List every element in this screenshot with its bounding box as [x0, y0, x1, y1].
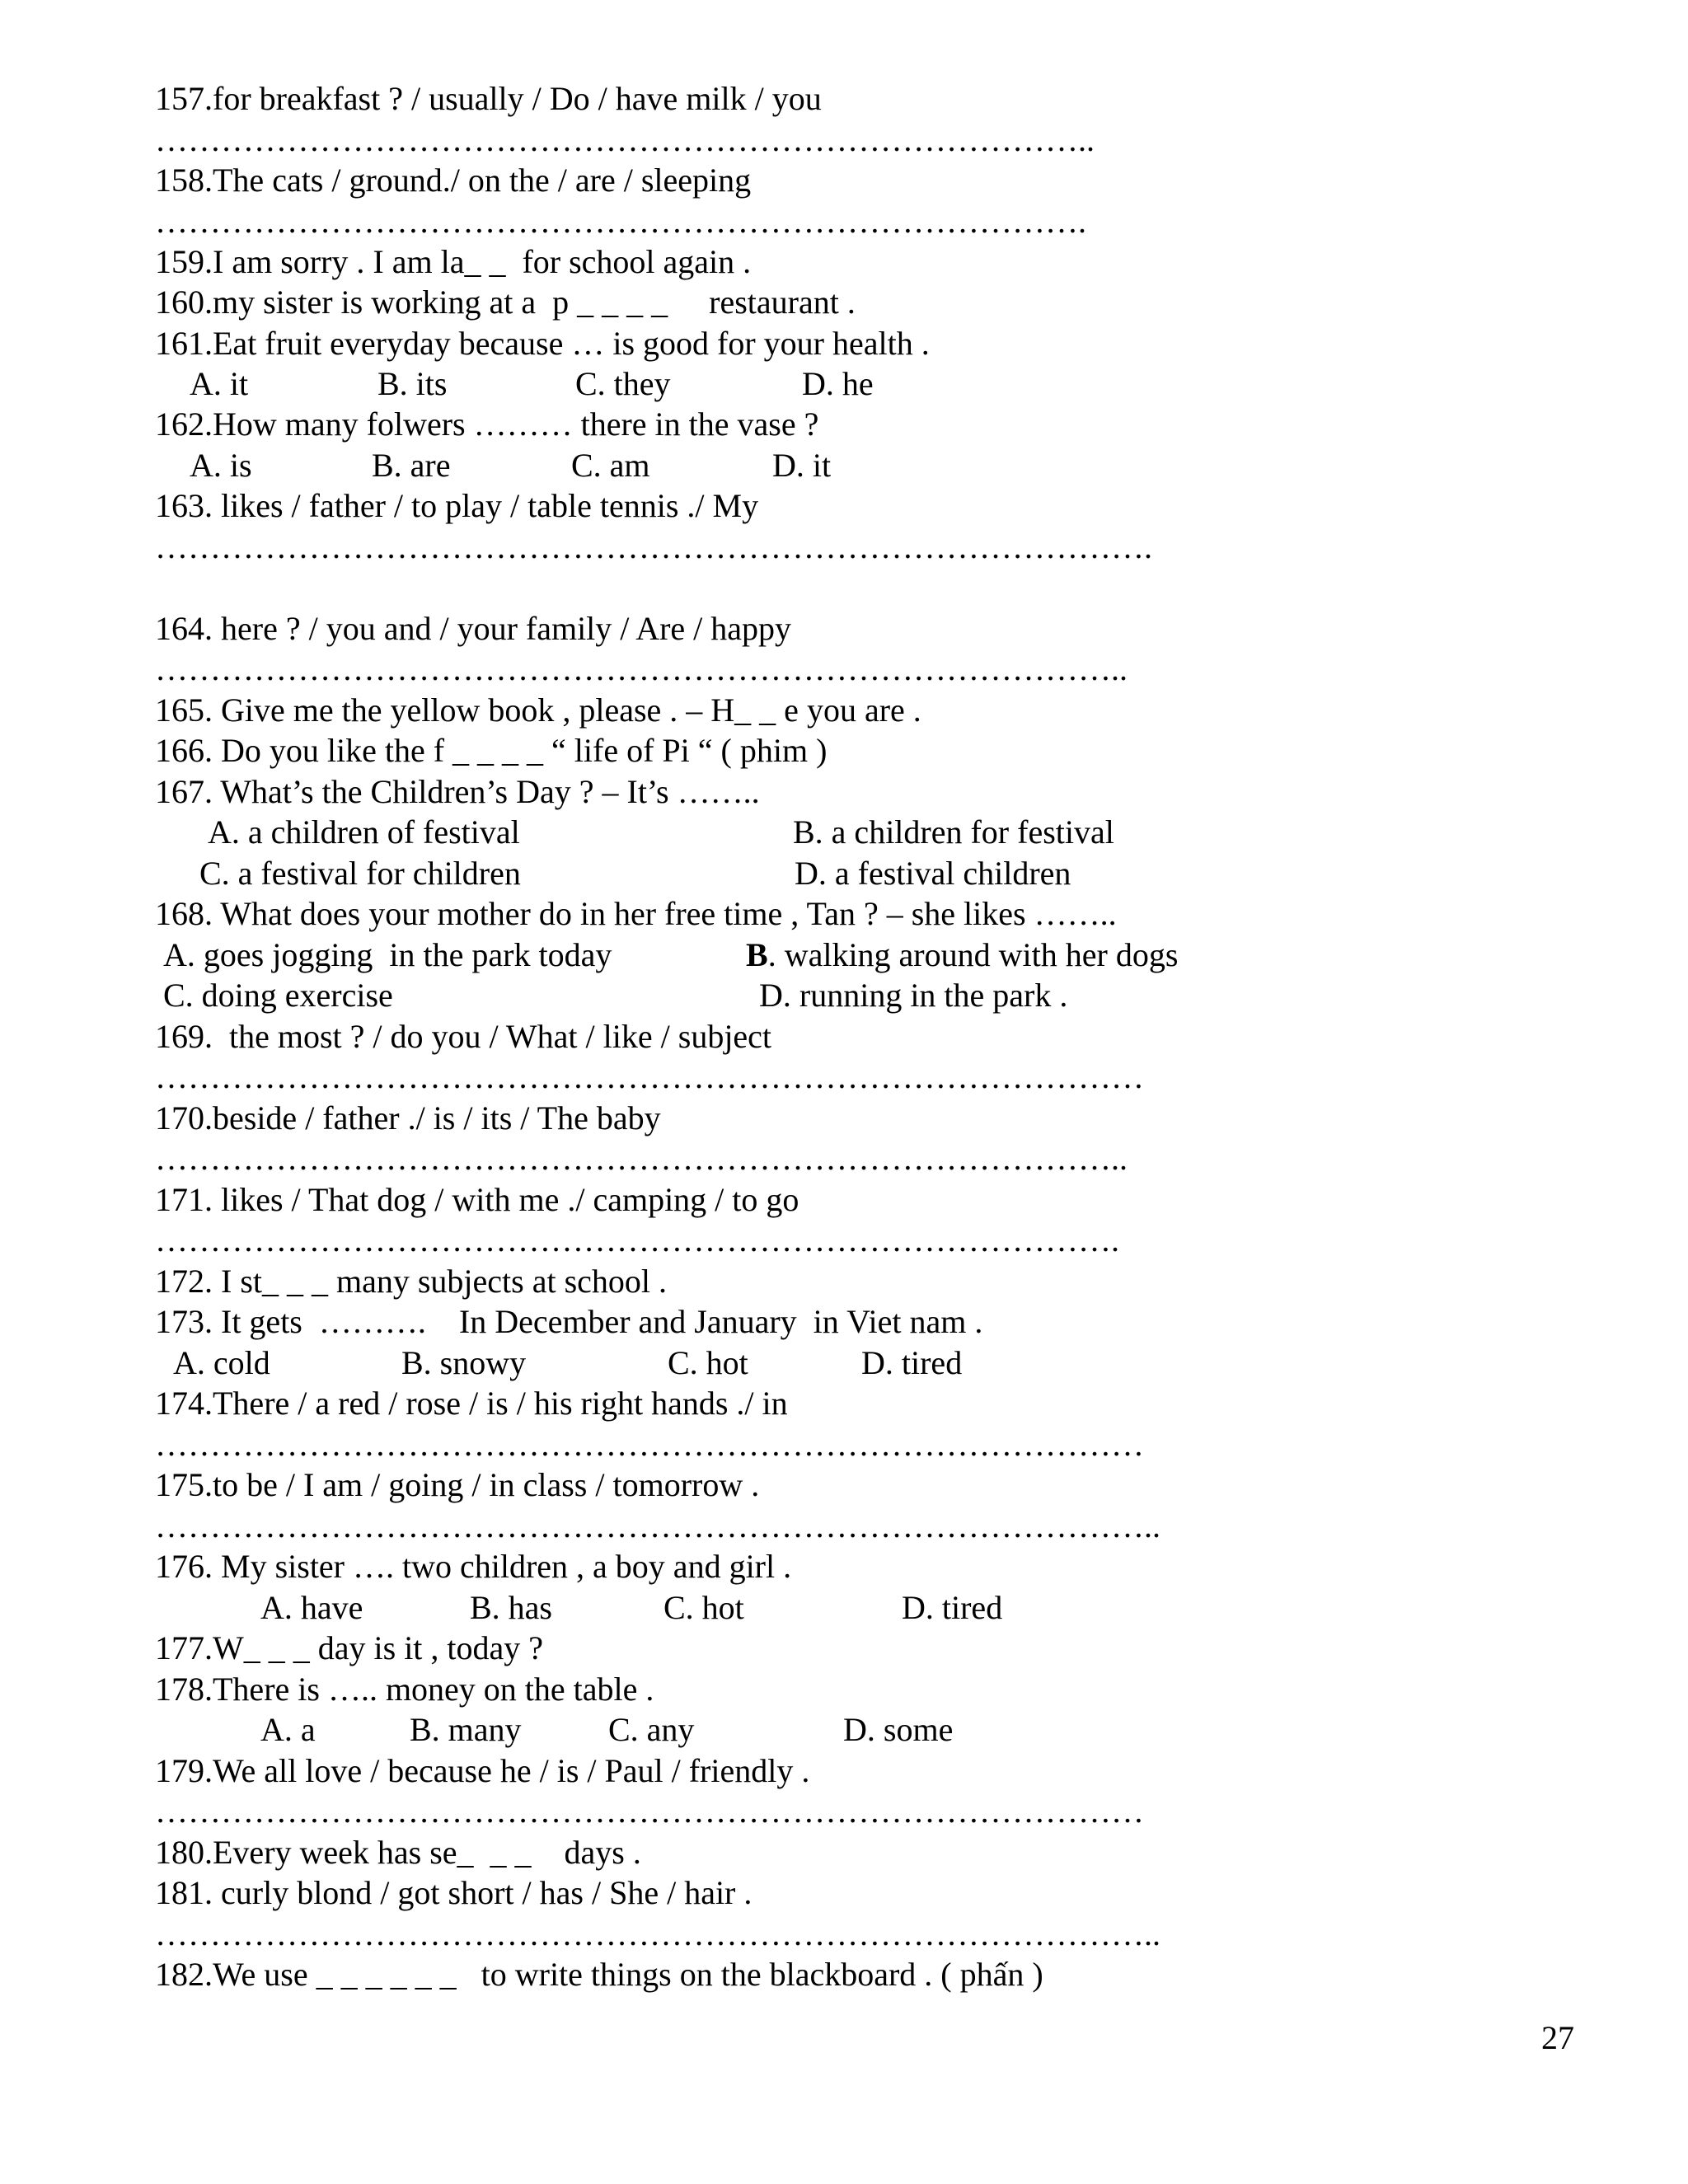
- option-178-d: D. some: [843, 1711, 954, 1748]
- answer-line-181: ………………………………………………………………………………..: [155, 1915, 1160, 1952]
- option-176-b: B. has: [470, 1589, 552, 1626]
- option-167-a: A. a children of festival: [208, 813, 520, 851]
- answer-line-170: ……………………………………………………………………………..: [155, 1140, 1128, 1177]
- option-178-a: A. a: [260, 1711, 316, 1748]
- question-179: 179.We all love / because he / is / Paul / friendly .: [155, 1752, 810, 1789]
- option-167-c: C. a festival for children: [199, 855, 521, 892]
- answer-line-163: ……………………………………………………………………………….: [155, 528, 1152, 565]
- option-161-b: B. its: [377, 365, 448, 402]
- option-167-b: B. a children for festival: [793, 813, 1114, 851]
- question-161: 161.Eat fruit everyday because … is good for your health .: [155, 325, 930, 362]
- question-162: 162.How many folwers ……… there in the vase ?: [155, 405, 819, 443]
- option-168-b-text: . walking around with her dogs: [767, 936, 1179, 973]
- question-170: 170.beside / father ./ is / its / The baby: [155, 1099, 661, 1137]
- option-173-a: A. cold: [173, 1344, 270, 1381]
- answer-line-164: ……………………………………………………………………………..: [155, 650, 1128, 687]
- question-164: 164. here ? / you and / your family / Are / happy: [155, 610, 792, 647]
- answer-line-171: …………………………………………………………………………….: [155, 1221, 1119, 1258]
- option-168-d: D. running in the park .: [759, 977, 1068, 1014]
- question-165: 165. Give me the yellow book , please . – H_ _ e you are .: [155, 691, 921, 729]
- option-173-d: D. tired: [861, 1344, 963, 1381]
- page-number: 27: [1541, 2019, 1574, 2056]
- answer-line-169: ………………………………………………………………………………: [155, 1058, 1144, 1095]
- option-173-b: B. snowy: [401, 1344, 527, 1381]
- question-173: 173. It gets ………. In December and January in Viet nam .: [155, 1303, 983, 1340]
- question-166: 166. Do you like the f _ _ _ _ “ life of Pi “ ( phim ): [155, 732, 828, 769]
- option-176-c: C. hot: [663, 1589, 744, 1626]
- answer-line-158: ………………………………………………………………………….: [155, 203, 1086, 240]
- answer-line-157: …………………………………………………………………………..: [155, 121, 1095, 158]
- option-161-c: C. they: [575, 365, 671, 402]
- option-168-a: A. goes jogging in the park today: [163, 936, 612, 973]
- question-172: 172. I st_ _ _ many subjects at school .: [155, 1263, 668, 1300]
- option-176-d: D. tired: [902, 1589, 1003, 1626]
- question-177: 177.W_ _ _ day is it , today ?: [155, 1629, 544, 1666]
- option-173-c: C. hot: [668, 1344, 748, 1381]
- answer-line-174: ………………………………………………………………………………: [155, 1426, 1144, 1463]
- question-181: 181. curly blond / got short / has / She / hair .: [155, 1874, 753, 1911]
- option-168-c: C. doing exercise: [163, 977, 393, 1014]
- option-168-b-letter: B: [746, 936, 768, 973]
- question-171: 171. likes / That dog / with me ./ camping / to go: [155, 1181, 799, 1218]
- option-162-b: B. are: [372, 447, 451, 484]
- question-182: 182.We use _ _ _ _ _ _ to write things on the blackboard . ( phấn ): [155, 1956, 1043, 1993]
- answer-line-179: ………………………………………………………………………………: [155, 1793, 1144, 1830]
- option-168-b: [746, 936, 1179, 973]
- question-160: 160.my sister is working at a p _ _ _ _ restaurant .: [155, 284, 856, 321]
- option-178-c: C. any: [608, 1711, 695, 1748]
- option-167-d: D. a festival children: [795, 855, 1071, 892]
- question-168: 168. What does your mother do in her free time , Tan ? – she likes ……..: [155, 895, 1117, 932]
- question-159: 159.I am sorry . I am la_ _ for school again .: [155, 243, 752, 280]
- answer-line-175: ………………………………………………………………………………..: [155, 1507, 1160, 1544]
- option-162-c: C. am: [571, 447, 650, 484]
- question-158: 158.The cats / ground./ on the / are / sleeping: [155, 162, 752, 199]
- option-162-a: A. is: [190, 447, 252, 484]
- question-176: 176. My sister …. two children , a boy and girl .: [155, 1548, 792, 1585]
- option-161-d: D. he: [802, 365, 874, 402]
- question-163: 163. likes / father / to play / table tennis ./ My: [155, 487, 759, 524]
- question-174: 174.There / a red / rose / is / his right hands ./ in: [155, 1385, 788, 1422]
- option-161-a: A. it: [190, 365, 249, 402]
- option-162-d: D. it: [772, 447, 832, 484]
- question-178: 178.There is ….. money on the table .: [155, 1671, 654, 1708]
- question-175: 175.to be / I am / going / in class / tomorrow .: [155, 1466, 760, 1503]
- question-169: 169. the most ? / do you / What / like / subject: [155, 1018, 772, 1055]
- question-157: 157.for breakfast ? / usually / Do / have milk / you: [155, 80, 822, 117]
- question-180: 180.Every week has se_ _ _ days .: [155, 1834, 641, 1871]
- question-167: 167. What’s the Children’s Day ? – It’s ……..: [155, 773, 760, 810]
- option-178-b: B. many: [410, 1711, 522, 1748]
- option-176-a: A. have: [260, 1589, 363, 1626]
